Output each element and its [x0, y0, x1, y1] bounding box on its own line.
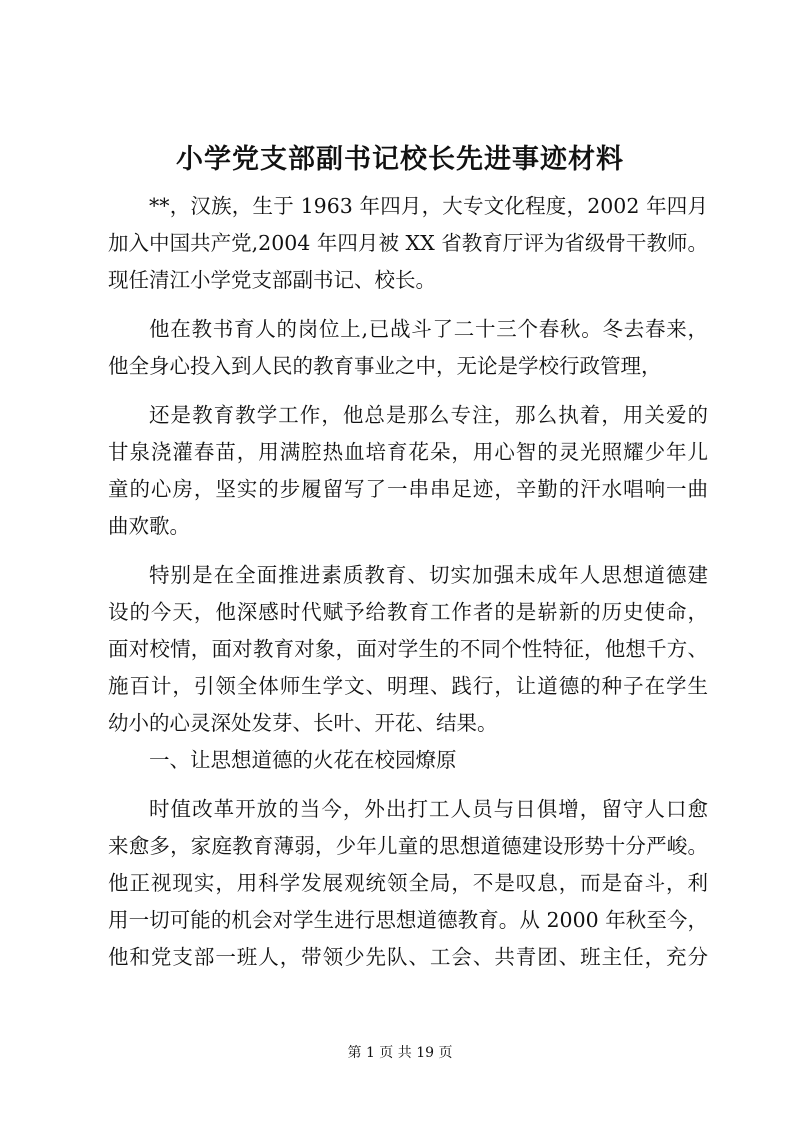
text-line: 加入中国共产党,2004 年四月被 XX 省教育厅评为省级骨干教师。 [108, 231, 708, 255]
text-line: 设的今天，他深感时代赋予给教育工作者的是崭新的历史使命， [108, 600, 708, 624]
text-line: 现任清江小学党支部副书记、校长。 [108, 268, 436, 292]
text-line: 他全身心投入到人民的教育事业之中，无论是学校行政管理， [108, 354, 662, 378]
paragraph-intro [108, 188, 708, 299]
text-line: 甘泉浇灌春苗，用满腔热血培育花朵，用心智的灵光照耀少年儿 [108, 440, 708, 464]
text-line: 童的心房，坚实的步履留写了一串串足迹，辛勤的汗水唱响一曲 [108, 477, 708, 501]
text-line: 他正视现实，用科学发展观统领全局，不是叹息，而是奋斗，利 [108, 871, 708, 895]
text-line: 还是教育教学工作，他总是那么专注，那么执着，用关爱的 [149, 403, 708, 427]
paragraph-moral-education [108, 557, 708, 742]
text-line: 来愈多，家庭教育薄弱，少年儿童的思想道德建设形势十分严峻。 [108, 834, 708, 858]
text-line: 面对校情，面对教育对象，面对学生的不同个性特征，他想千方、 [108, 637, 708, 661]
text-line: **，汉族，生于 1963 年四月，大专文化程度，2002 年四月 [149, 194, 708, 218]
text-line: 幼小的心灵深处发芽、长叶、开花、结果。 [108, 711, 498, 735]
paragraph-dedication [108, 397, 708, 545]
page-number-footer: 第 1 页 共 19 页 [347, 1045, 453, 1061]
text-line: 施百计，引领全体师生学文、明理、践行，让道德的种子在学生 [108, 674, 708, 698]
section-heading-text: 一、让思想道德的火花在校园燎原 [149, 748, 457, 772]
text-line: 他和党支部一班人，带领少先队、工会、共青团、班主任，充分 [108, 945, 708, 969]
paragraph-context [108, 791, 708, 976]
document-title: 小学党支部副书记校长先进事迹材料 [176, 144, 624, 175]
text-line: 特别是在全面推进素质教育、切实加强未成年人思想道德建 [149, 563, 708, 587]
text-line: 他在教书育人的岗位上,已战斗了二十三个春秋。冬去春来， [149, 317, 708, 341]
paragraph-career [108, 311, 708, 385]
text-line: 曲欢歌。 [108, 514, 190, 538]
text-line: 时值改革开放的当今，外出打工人员与日俱增，留守人口愈 [149, 797, 708, 821]
text-line: 用一切可能的机会对学生进行思想道德教育。从 2000 年秋至今， [108, 908, 708, 932]
document-body [108, 188, 708, 976]
section-heading [108, 742, 708, 779]
